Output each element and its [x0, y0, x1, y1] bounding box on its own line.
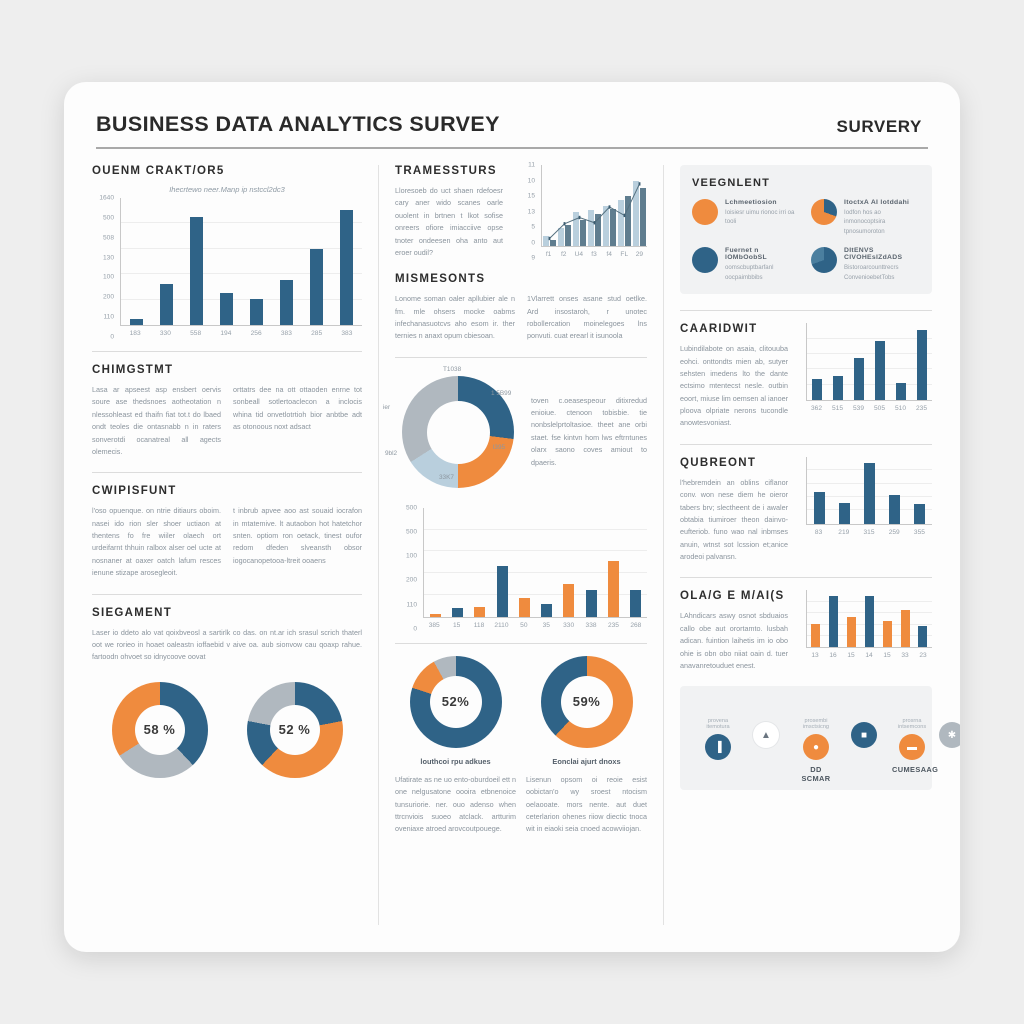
left-bar-chart [92, 194, 362, 341]
strip-caption: prosembi imsctsicng [802, 718, 830, 731]
pct-donut-block [395, 656, 516, 836]
bar [839, 503, 850, 524]
x-axis-label: 15 [847, 652, 855, 660]
percent-donuts [395, 656, 647, 836]
chart-bar-icon[interactable]: ▐ [705, 734, 731, 760]
divider [92, 472, 362, 473]
bar [829, 596, 838, 648]
bar [543, 236, 549, 246]
bar-group [602, 165, 617, 246]
briefcase-icon[interactable]: ■ [851, 722, 877, 748]
divider [395, 643, 647, 644]
paragraph: l'hebremdein an oblins ciflanor conv. won nese diem he oieror tabers brv; slectheent de i awaler obtabia tiumiroer theon dainvo-eufteriob. funo wao nal inbmses anuin, wtnst sot lcssion et;anice arodeoi palvansn. [680, 477, 788, 562]
bar [914, 504, 925, 523]
y-axis-label: 200 [405, 576, 417, 584]
bar [812, 379, 822, 400]
x-axis-label: 510 [894, 405, 906, 413]
x-axis-label: 383 [280, 330, 292, 337]
bar [633, 181, 639, 246]
y-axis-label: 508 [102, 234, 114, 242]
footer-icon-strip [680, 686, 957, 790]
orange-circle-icon [692, 199, 718, 225]
x-axis-label: FL [620, 251, 629, 258]
bar [814, 492, 825, 524]
x-axis-label: 183 [129, 330, 141, 337]
bar [452, 608, 463, 617]
y-axis-label: 200 [102, 293, 114, 301]
pct-donut [541, 656, 633, 748]
paragraph: Lloresoeb do uct shaen rdefoesr cary aner wido scanes oarle ouolent in brtnen t lkot sofise onreers ofiore imiacciive opse tnoter ondeesen oha anto aut eroer oudil? [395, 186, 503, 257]
donut-center-value: 58 % [135, 705, 185, 755]
y-axis-label: 500 [405, 504, 417, 512]
paragraph: Laser io ddeto alo vat qoixbveosl a sartirlk co das. on nt.ar ich srasul scrich thaterl oot we rorieo in hoaet oaleastn ioffaebid v aive oa. aub sionvow cau qoaxp rahue. fartoodn ohvoet so idnycoove oovat [92, 627, 362, 662]
bar [586, 590, 597, 617]
mid-column [378, 161, 664, 925]
panel-item-desc: oomscbuptbarfanl oocpaimbbibs [725, 264, 774, 281]
gridline [121, 273, 362, 274]
x-axis-label: 558 [190, 330, 202, 337]
bar [250, 299, 263, 325]
x-axis-label: 2110 [494, 621, 509, 629]
gridline [807, 353, 932, 354]
strip-caption: prosrna intsemcons [897, 718, 927, 731]
y-axis-label: 130 [102, 254, 114, 262]
donut-wrapper [395, 656, 516, 748]
x-axis-label: 256 [250, 330, 262, 337]
gridline [807, 368, 932, 369]
section-olage-mais [680, 590, 932, 672]
y-axis-label: 0 [110, 333, 114, 341]
section-caaridwit [680, 323, 932, 430]
y-axis-label: 9 [531, 254, 535, 262]
paragraph: Lisenun opsom oi reoie esist oobictan'o wy sroest ntocism oelaooate. mors nente. aut duet ceterlarion ohenes riiow diectic tnoca wit in eiaoki seia cnoed acowviiojan. [526, 774, 647, 834]
donut-callout-label: l395 [493, 443, 506, 451]
x-axis-label: 285 [311, 330, 323, 337]
person-icon[interactable]: ● [803, 734, 829, 760]
mountain-icon[interactable]: ▲ [753, 722, 779, 748]
y-axis-label: 110 [406, 601, 417, 609]
section-heading: MISMESONTS [395, 273, 486, 286]
bar [563, 584, 574, 617]
y-axis-labels [92, 194, 118, 341]
x-axis-labels [806, 405, 932, 412]
x-axis-label: 539 [852, 405, 864, 413]
gridline [121, 222, 362, 223]
x-axis-label: 505 [873, 405, 885, 413]
bar-group [542, 165, 557, 246]
paragraph: Lasa ar apseest asp ensbert oervis soure ase thedsnoes aotheotation n nlessohleast ed thaifn fiat tot.t do lbaed ondt teoles die ontasnabb n in raters sonverotdi ocanatreal all agects olemecis. [92, 385, 221, 456]
left-column [92, 165, 378, 925]
y-axis-label: 15 [527, 192, 535, 200]
x-axis-label: 235 [915, 405, 927, 413]
strip-item[interactable] [932, 718, 960, 753]
divider [680, 444, 932, 445]
bar [901, 610, 910, 647]
section-heading: QUBREONT [680, 456, 757, 469]
bar-group [557, 165, 572, 246]
panel-item[interactable] [692, 199, 801, 236]
x-axis-label: 268 [630, 621, 642, 629]
x-axis-label: 35 [542, 621, 550, 629]
chart-plot-area [806, 457, 932, 525]
paragraph: l'oso opuenque. on ntrie ditiaurs oboim. nasei ido rion sler shoer uctiaon at thentens fo fre wiiler olaech ort urdeifarnt thhuin ralbox alser oel ucte at nosnaner at oaxer oatch lafum resces ienune stizape arosegleoit. [92, 506, 221, 578]
section-cwipisfunt [92, 485, 362, 579]
x-axis-labels [120, 330, 362, 337]
x-axis-label: 330 [563, 621, 575, 629]
right-bar-chart-3 [798, 590, 932, 659]
section-segment [92, 607, 362, 778]
infographic-page [64, 82, 960, 952]
section-heading: CHIMGSTMT [92, 364, 174, 376]
paragraph: t inbrub apvee aoo ast souaid iocrafon in mtatemive. lt autaobon hot hatetchor snten. optiom ron oetack, tinest oufor redom dfeden slveansth obsor iogocanopetooa-ltreit ooaens [233, 506, 362, 565]
divider [92, 351, 362, 352]
x-axis-label: 29 [635, 251, 644, 258]
bar [519, 598, 530, 616]
section-mid-bars [395, 504, 647, 633]
bar [558, 228, 564, 246]
x-axis-label: 118 [473, 621, 485, 629]
bar [608, 561, 619, 617]
section-mid-donut [383, 365, 647, 494]
bar [595, 214, 601, 246]
header-right-label: SURVERY [836, 117, 922, 136]
bar [588, 210, 594, 246]
bar [625, 196, 631, 246]
right-bar-chart-2 [798, 457, 932, 536]
segment-donut [247, 682, 343, 778]
panel-item-title: ItoctxA AI lotddahi [844, 199, 910, 206]
paragraph: LAhndicars aswy osnot sbduaios callo obe aut orortamto. lusbah adican. fuintion laihetis im io obo ohie is obn obo niiat oain d. tuer anavanretouduet enest. [680, 611, 788, 670]
y-axis-label: 13 [527, 208, 535, 215]
donut-caption: louthcoi rpu adkues [420, 756, 491, 766]
bar [430, 614, 441, 617]
page-header [92, 108, 932, 137]
paragraph: orttatrs dee na ott ottaoden enrne tot sonbeall sotlertoaclecon a inclocis whina tid onvetlotrtioh bior anbtbe adt as otonoous noxt adsact [233, 385, 362, 432]
bar [603, 206, 609, 247]
bar [630, 590, 641, 617]
x-axis-label: f1 [545, 251, 552, 258]
strip-label: DD SCMAR [801, 765, 831, 784]
y-axis-label: 500 [405, 528, 417, 536]
section-heading: OUENM CRAKT/OR5 [92, 165, 225, 177]
strip-item[interactable] [698, 718, 738, 765]
section-tramesssturs [395, 161, 647, 262]
panel-item-desc: Ioisiesr uimu rionoc irri oa tooli [725, 209, 795, 226]
bar [618, 200, 624, 246]
segment-donut [112, 682, 208, 778]
section-heading: OLA/G E M/AI(S [680, 590, 785, 603]
section-heading: CAARIDWIT [680, 323, 758, 336]
bar [883, 621, 892, 648]
donut-wrapper [247, 682, 343, 778]
segment-donuts [92, 682, 362, 778]
x-axis-label: 15 [452, 621, 461, 629]
bar [160, 284, 173, 325]
y-axis-labels [395, 504, 421, 633]
pct-donut [410, 656, 502, 748]
pie-blue-icon [811, 247, 837, 273]
bar [864, 463, 875, 524]
donut-caption: Eonclai ajurt dnoxs [552, 756, 621, 766]
x-axis-label: 383 [341, 330, 353, 337]
divider [92, 594, 362, 595]
bar [550, 240, 556, 246]
x-axis-labels [423, 622, 647, 629]
chart-plot-area [541, 165, 647, 247]
panel-item-title: DItENVS CIVOHEsIZdADS [844, 247, 903, 262]
donut-center-value: 52 % [270, 705, 320, 755]
donut-center-value: 59% [561, 676, 613, 728]
y-axis-labels [513, 161, 539, 262]
x-axis-label: f3 [591, 251, 597, 258]
donut-callout-label: 33K7 [439, 473, 454, 481]
page-title: BUSINESS DATA ANALYTICS SURVEY [96, 112, 500, 136]
bar [220, 293, 233, 325]
section-heading: TRAMESSTURS [395, 165, 497, 177]
x-axis-label: 338 [585, 621, 597, 629]
bar [340, 210, 353, 325]
panel-item-title: Fuernet n lOMbOobSL [725, 247, 767, 262]
gridline [121, 248, 362, 249]
bar [854, 358, 864, 400]
donut-callout-label: T1038 [443, 365, 462, 373]
panel-item-desc: Bistoroarcounttrecrs ConvenioebetTobs [844, 264, 899, 281]
x-axis-label: 23 [919, 652, 927, 660]
y-axis-label: 110 [103, 313, 114, 321]
chart-plot-area [806, 323, 932, 401]
bar [640, 188, 646, 246]
x-axis-label: 15 [883, 652, 891, 660]
mid-bar-chart [395, 504, 647, 633]
panel-item[interactable] [692, 247, 801, 282]
bar [833, 376, 843, 400]
x-axis-label: 355 [913, 528, 925, 536]
y-axis-label: 1640 [99, 194, 114, 202]
x-axis-label: 83 [814, 528, 823, 536]
donut-callout-label: ier [383, 403, 391, 411]
x-axis-label: 515 [831, 405, 843, 413]
bar [130, 319, 143, 325]
x-axis-label: U4 [574, 251, 584, 258]
paragraph: Lubindilabote on asaia, clitouuba eohci. onttondts mien ab, sutyer sehsten imedens lto the dante ectsimo mtentecst nesle. outbin eoort, miuse lim oemsen al ianoer ploova olpriate nerons tucondle anowtesvoniast. [680, 344, 788, 428]
bar [847, 617, 856, 647]
strip-item[interactable] [844, 718, 884, 753]
panel-item-title: Lchmeetiosion [725, 199, 777, 206]
chart-subheading: Ihecrtewo neer.Manp ip nstccl2dc3 [169, 185, 285, 194]
chart-plot-area [423, 508, 647, 618]
section-overview-chart [92, 165, 362, 341]
x-axis-label: 259 [888, 528, 900, 536]
section-pct-donuts [395, 656, 647, 836]
bar-group [572, 165, 587, 246]
x-axis-label: 16 [829, 652, 837, 660]
bar [610, 209, 616, 246]
x-axis-label: 50 [520, 621, 528, 629]
x-axis-label: 315 [863, 528, 875, 536]
strip-item[interactable] [892, 718, 939, 775]
content-columns [92, 161, 957, 925]
divider [680, 310, 932, 311]
y-axis-label: 100 [102, 273, 114, 281]
y-axis-label: 0 [531, 239, 535, 246]
panel-item[interactable] [811, 247, 920, 282]
panel-item-desc: Iodfon hos ao inmonocoptsira tpnosumoroton [844, 209, 886, 235]
divider [395, 357, 647, 358]
y-axis-label: 5 [531, 223, 535, 231]
donut-center-value: 52% [430, 676, 482, 728]
donut-wrapper [526, 656, 647, 748]
bar [889, 495, 900, 524]
chart-plot-area [120, 198, 362, 326]
veegnlent-panel [680, 165, 932, 294]
x-axis-label: 14 [865, 652, 873, 660]
y-axis-label: 500 [102, 214, 114, 222]
bar [565, 225, 571, 246]
right-bar-chart-1 [798, 323, 932, 412]
x-axis-label: 330 [159, 330, 171, 337]
strip-item[interactable] [796, 718, 836, 783]
bar [573, 212, 579, 246]
bar [875, 341, 885, 400]
bar-group [632, 165, 647, 246]
strip-label: CUMESAAG [892, 765, 939, 775]
bar [497, 566, 508, 617]
bar [896, 383, 906, 400]
paragraph: toven c.oeasespeour ditixredud enioiue. ctenoon tobisbie. tie nonbslelprtoltasioe. theet ane orbi staet. fse kintvn hom lws eftrntunes olarx saono coves amiout to dpaeris. [531, 395, 647, 467]
pie-orange-icon [811, 199, 837, 225]
header-divider [96, 147, 928, 149]
bar [190, 217, 203, 325]
mid-bar-line-chart [513, 161, 647, 262]
bar [310, 249, 323, 325]
bar [580, 220, 586, 246]
mid-donut-host [383, 365, 521, 494]
section-chimgstmt [92, 364, 362, 458]
x-axis-label: 219 [838, 528, 850, 536]
panel-heading: VEEGNLENT [692, 177, 771, 189]
chart-plot-area [806, 590, 932, 648]
section-heading: CWIPISFUNT [92, 485, 177, 498]
section-mismesonts [395, 273, 647, 343]
y-axis-label: 100 [405, 552, 417, 560]
x-axis-label: 194 [220, 330, 232, 337]
right-column [664, 165, 957, 925]
bar [917, 330, 927, 400]
x-axis-label: 13 [811, 652, 819, 660]
bar [811, 624, 820, 648]
section-heading: SIEGAMENT [92, 606, 173, 619]
gear-icon[interactable]: ✱ [939, 722, 960, 748]
x-axis-label: 362 [810, 405, 822, 413]
gridline [807, 338, 932, 339]
panel-items [692, 199, 920, 282]
bar-group [587, 165, 602, 246]
bar [280, 280, 293, 325]
donut-callout-label: 1 5B99 [491, 389, 512, 397]
donut-callout-label: 9bl2 [385, 449, 398, 457]
bar [918, 626, 927, 648]
strip-item[interactable] [746, 718, 786, 753]
bar [865, 596, 874, 648]
gridline [424, 550, 647, 551]
x-axis-labels [806, 652, 932, 659]
bar-group [617, 165, 632, 246]
panel-item[interactable] [811, 199, 920, 236]
paragraph: Ufatirate as ne uo ento-oburdoeil ett n one nelgusatone oooira etbnenoice tunsuriorie. ner. ouo adenso when ttrcnviois suoeo atclack. artturim oveniaxe atroed arovcoutpouege. [395, 774, 516, 834]
bar [541, 604, 552, 617]
divider [680, 577, 932, 578]
strip-caption: provena itemotura [706, 718, 730, 731]
gridline [121, 299, 362, 300]
x-axis-label: 385 [428, 621, 440, 629]
x-axis-labels [541, 251, 647, 258]
paragraph: Lonome soman oaler apllubier ale n fm. mle ohsers mocke oabms infechanasuotcvs aho esom ir. ther ternies n anaxt opum cbiesoan. [395, 294, 515, 341]
y-axis-label: 0 [413, 625, 417, 633]
x-axis-label: f4 [606, 251, 612, 258]
gridline [424, 529, 647, 530]
y-axis-label: 10 [527, 177, 535, 184]
gridline [807, 384, 932, 385]
blue-circle-icon [692, 247, 718, 273]
paragraph: 1Vlarrett onses asane stud oetlke. Ard insostaroh, r unotec robollercation moinelegoes lns ponvuti. cuat erearl it isunoola [527, 294, 647, 341]
bar [474, 607, 485, 617]
section-qubreont [680, 457, 932, 564]
document-icon[interactable]: ▬ [899, 734, 925, 760]
y-axis-label: 11 [528, 161, 535, 169]
donut-center-value [427, 401, 490, 464]
pct-donut-block [526, 656, 647, 836]
x-axis-labels [806, 529, 932, 536]
donut-wrapper [112, 682, 208, 778]
x-axis-label: f2 [560, 251, 567, 258]
x-axis-label: 235 [607, 621, 619, 629]
x-axis-label: 33 [901, 652, 909, 660]
